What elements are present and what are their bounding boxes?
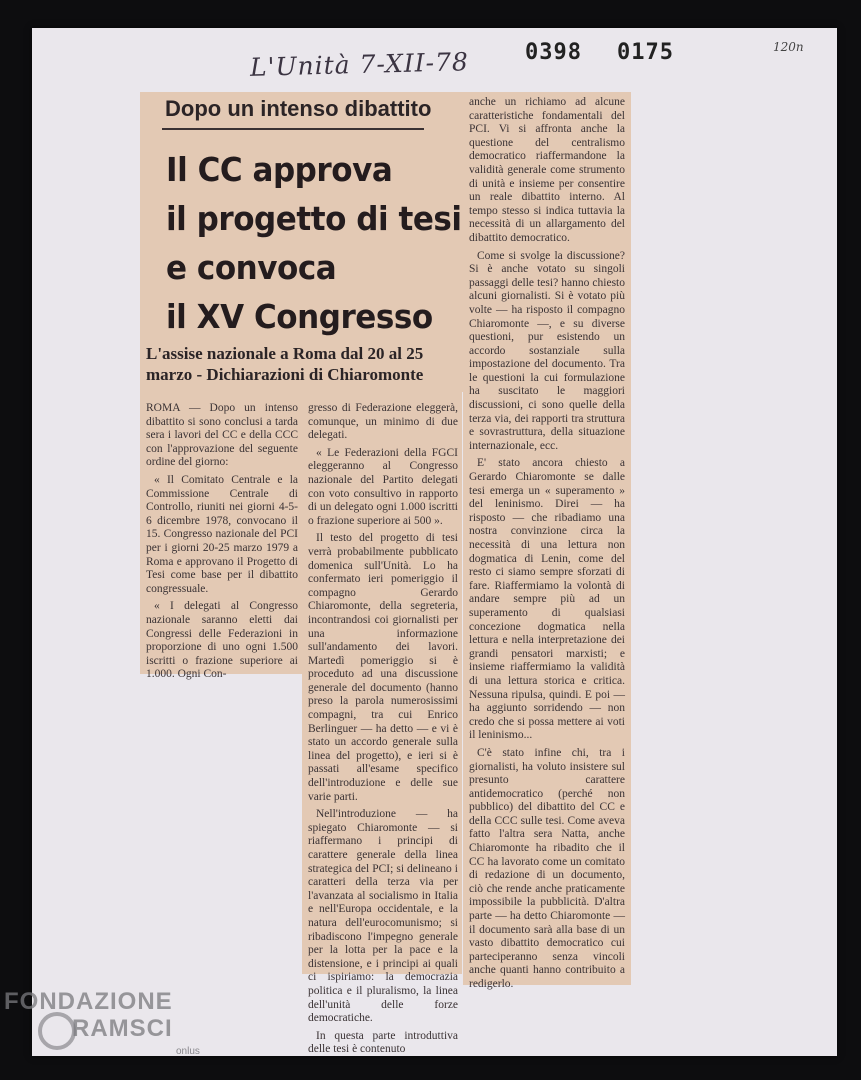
watermark-line-2: RAMSCI bbox=[72, 1015, 173, 1042]
article-kicker: Dopo un intenso dibattito bbox=[165, 96, 432, 121]
watermark-line-1: FONDAZIONE bbox=[4, 988, 173, 1015]
paragraph: C'è stato infine chi, tra i giornalisti, ha voluto insistere sul presunto carattere antidemocratico (perché non pubblico) del dibattito del CC e della CCC sulle tesi. Come aveva fatto l'altra sera Natta, anche Chiaromonte ha ribadito che il CC ha lavorato come un comitato di redazione di un documento, ciò che rende anche praticamente impossibile la pubblicità. D'altra parte — ha detto Chiaromonte — il documento sarà alla base di un vasto dibattito democratico cui parteciperanno senza vincoli anche quanti hanno contribuito a redigerlo. bbox=[469, 746, 625, 990]
archive-stamp-number-1: 0398 bbox=[525, 40, 582, 65]
handwritten-source-note: L'Unità 7-XII-78 bbox=[249, 47, 470, 82]
article-column-3 bbox=[469, 96, 625, 996]
paragraph: ROMA — Dopo un intenso dibattito si sono conclusi a tarda sera i lavori del CC e della CCC con l'approvazione del seguente ordine del giorno: bbox=[146, 402, 298, 469]
paragraph: gresso di Federazione eleggerà, comunque, un minimo di due delegati. bbox=[308, 402, 458, 442]
article-subheadline: L'assise nazionale a Roma dal 20 al 25 marzo - Dichiarazioni di Chiaromonte bbox=[146, 344, 424, 384]
headline-line: il XV Congresso bbox=[166, 297, 433, 336]
paragraph: Nell'introduzione — ha spiegato Chiaromonte — si riaffermano i principi di carattere generale della linea strategica del PCI; si delineano i caratteri della terza via per l'avanzata al socialismo in Italia e nell'Europa occidentale, e la natura dell'eurocomunismo; si ribadiscono l'impegno generale per la lotta per la pace e la distensione, e i principi ai quali ci ispiriamo: la democrazia politica e il pluralismo, la linea dell'unità delle forze democratiche. bbox=[308, 808, 458, 1025]
paragraph: « Il Comitato Centrale e la Commissione Centrale di Controllo, riuniti nei giorni 4-5-6 dicembre 1978, convocano il 15. Congresso nazionale del PCI per i giorni 20-25 marzo 1979 a Roma e approvano il Progetto di Tesi come base per il dibattito congressuale. bbox=[146, 473, 298, 595]
watermark-g-ring-icon bbox=[38, 1012, 76, 1050]
article-column-2 bbox=[308, 402, 458, 1061]
watermark-suffix: onlus bbox=[176, 1046, 200, 1057]
archive-stamp-number-2: 0175 bbox=[617, 40, 674, 65]
headline-line: e convoca bbox=[166, 248, 337, 287]
paragraph: « I delegati al Congresso nazionale saranno eletti dai Congressi delle Federazioni in proporzione di uno ogni 1.500 iscritti o frazione superiore ai 1.000. Ogni Con- bbox=[146, 600, 298, 681]
paragraph: In questa parte introduttiva delle tesi è contenuto bbox=[308, 1029, 458, 1056]
paragraph: E' stato ancora chiesto a Gerardo Chiaromonte se dalle tesi emerga un « superamento » del leninismo. Direi — ha risposto — che ribadiamo una nostra convinzione circa la necessità di una lettura non dogmatica di Lenin, come del resto ci siamo sempre sforzati di fare. Riaffermiamo la volontà di andare sempre più ad un superamento di qualsiasi concezione dogmatica nella lettura e nella interpretazione dei grandi pensatori marxisti; e insieme riaffermiamo la validità di una lettura storica e critica. Nessuna ripulsa, quindi. E poi — ha aggiunto sorridendo — non credo che si possa mettere ai voti il leninismo... bbox=[469, 457, 625, 742]
paragraph: « Le Federazioni della FGCI eleggeranno al Congresso nazionale del Partito delegati con voto consultivo in rapporto di un delegato ogni 1.000 iscritti o frazione superiore ai 500 ». bbox=[308, 446, 458, 527]
kicker-rule bbox=[162, 128, 424, 130]
corner-note: 120n bbox=[773, 40, 804, 54]
headline-line: Il CC approva bbox=[166, 150, 393, 189]
paragraph: Il testo del progetto di tesi verrà probabilmente pubblicato domenica sull'Unità. Lo ha confermato ieri pomeriggio il compagno Gerardo Chiaromonte, della segreteria, incontrandosi coi giornalisti per una informazione sull'andamento dei lavori. Martedì pomeriggio si è proceduto ad una discussione generale del documento (hanno preso la parola numerosissimi compagni, tra cui Enrico Berlinguer — ha detto — e vi è stato un accordo generale sulla linea del progetto), e ieri si è passati all'esame specifico dell'introduzione e delle sue varie parti. bbox=[308, 532, 458, 803]
article-headline bbox=[166, 145, 462, 341]
article-column-1 bbox=[146, 402, 298, 686]
headline-line: il progetto di tesi bbox=[166, 199, 462, 238]
paragraph: Come si svolge la discussione? Si è anche votato su singoli passaggi delle tesi? hanno chiesto alcuni giornalisti. Si è votato più volte — ha risposto il compagno Chiaromonte —, e su diverse questioni, pur esistendo un accordo sostanziale sulla impostazione del documento. Tra le questioni la cui formulazione ha suscitato le maggiori discussioni, ci sono quelle della terza via, dei rapporti tra struttura e sovrastruttura, della situazione internazionale, ecc. bbox=[469, 249, 625, 452]
paragraph: anche un richiamo ad alcune caratteristiche fondamentali del PCI. Vi si affronta anche la questione del centralismo democratico riaffermandone la validità generale come strumento di unità e insieme per consentire un reale dibattito interno. Al tempo stesso si indica tuttavia la necessità di un allargamento del dibattito democratico. bbox=[469, 96, 625, 244]
